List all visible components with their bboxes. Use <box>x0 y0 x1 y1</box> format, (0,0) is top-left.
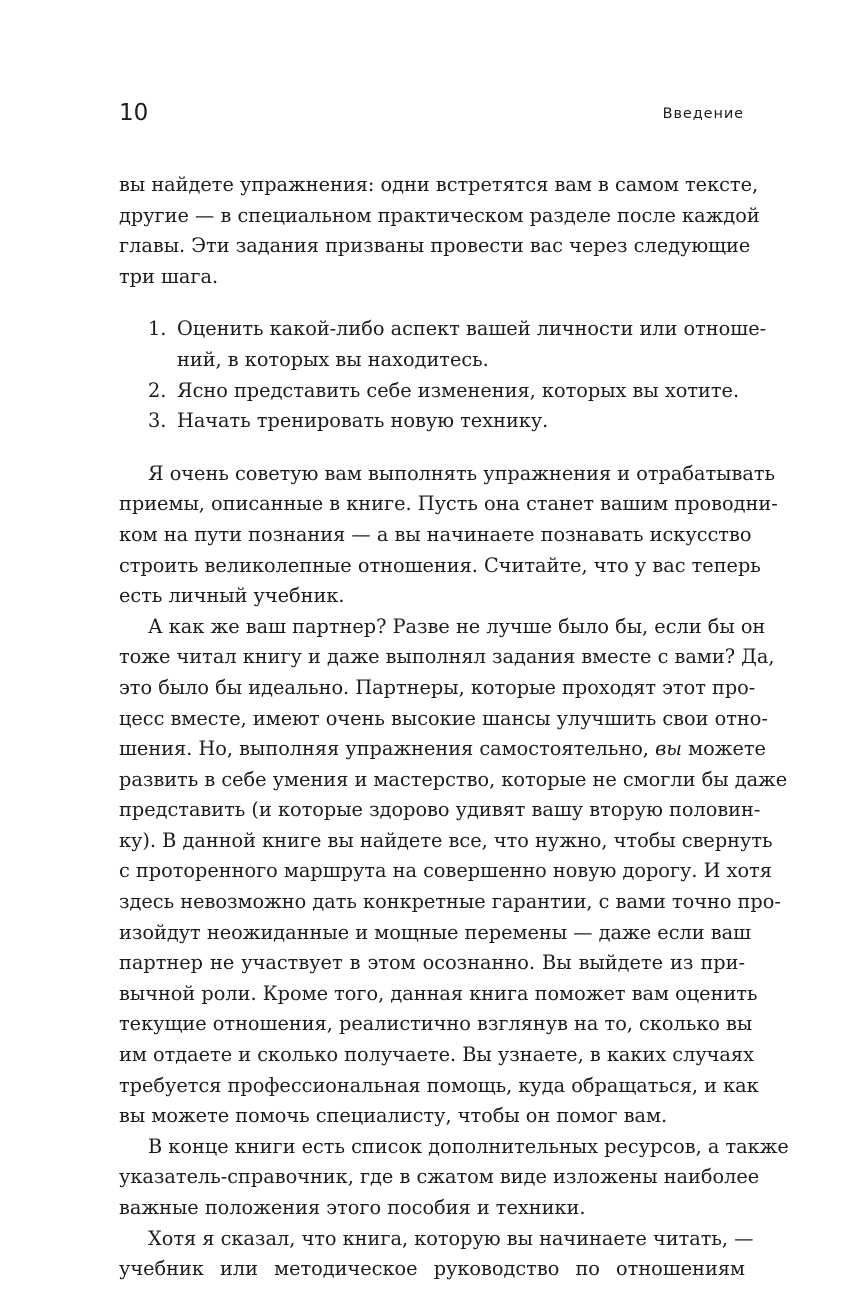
text-line: партнер не участвует в этом осознанно. Вы выйдете из при- <box>119 951 745 975</box>
text-line: представить (и которые здорово удивят вашу вторую половин- <box>119 798 761 822</box>
text-run: можете <box>682 737 766 761</box>
list-item-text: Ясно представить себе изменения, которых вы хотите. <box>177 378 740 402</box>
page-number: 10 <box>119 100 149 126</box>
paragraph <box>119 459 778 612</box>
text-line: им отдаете и сколько получаете. Вы узнаете, в каких случаях <box>119 1043 754 1067</box>
text-line: развить в себе умения и мастерство, которые не смогли бы даже <box>119 767 788 791</box>
text-line: это было бы идеально. Партнеры, которые проходят этот про- <box>119 675 756 699</box>
list-item <box>119 314 767 375</box>
paragraph <box>119 1132 789 1224</box>
list-item-line: ний, в которых вы находитесь. <box>177 347 489 371</box>
text-line: указатель-справочник, где в сжатом виде изложены наиболее <box>119 1165 760 1189</box>
paragraph <box>119 1224 754 1285</box>
list-item-text: Оценить какой-либо аспект вашей личности или отноше- <box>177 317 767 341</box>
text-line: вычной роли. Кроме того, данная книга поможет вам оценить <box>119 981 758 1005</box>
section-title: Введение <box>662 106 744 122</box>
text-line: Я очень советую вам выполнять упражнения и отрабатывать <box>148 461 775 485</box>
text-line: текущие отношения, реалистично взглянув на то, сколько вы <box>119 1012 753 1036</box>
text-line: Хотя я сказал, что книга, которую вы начинаете читать, — <box>148 1226 754 1250</box>
list-number: 2. <box>148 378 167 402</box>
text-line: вы можете помочь специалисту, чтобы он помог вам. <box>119 1104 668 1128</box>
text-line: тоже читал книгу и даже выполнял задания вместе с вами? Да, <box>119 645 775 669</box>
text-line <box>119 734 766 765</box>
text-line: В конце книги есть список дополнительных ресурсов, а также <box>148 1134 789 1158</box>
list-item <box>119 376 745 407</box>
text-line: учебник или методическое руководство по отношениям <box>119 1257 745 1281</box>
list-item-line <box>119 406 745 437</box>
text-line: главы. Эти задания призваны провести вас через следующие <box>119 234 751 258</box>
text-line: три шага. <box>119 264 219 288</box>
text-line: изойдут неожиданные и мощные перемены — даже если ваш <box>119 920 752 944</box>
list-number: 3. <box>148 409 167 433</box>
list-item-line <box>119 314 767 345</box>
text-line: вы найдете упражнения: одни встретятся вам в самом тексте, <box>119 173 759 196</box>
list-item-text: Начать тренировать новую технику. <box>177 409 549 433</box>
list-item <box>119 406 745 437</box>
text-line: А как же ваш партнер? Разве не лучше было бы, если бы он <box>148 614 766 638</box>
text-line: строить великолепные отношения. Считайте, что у вас теперь <box>119 553 761 577</box>
list-item-line <box>119 376 745 407</box>
text-line: требуется профессиональная помощь, куда обращаться, и как <box>119 1073 759 1097</box>
body-text <box>119 170 789 1285</box>
text-line: здесь невозможно дать конкретные гарантии, с вами точно про- <box>119 890 781 914</box>
running-head <box>119 98 744 128</box>
text-line: цесс вместе, имеют очень высокие шансы улучшить свои отно- <box>119 706 768 730</box>
intro-paragraph <box>119 170 760 292</box>
steps-list <box>119 314 767 436</box>
text-line: ком на пути познания — а вы начинаете познавать искусство <box>119 522 752 546</box>
text-line: с проторенного маршрута на совершенно новую дорогу. И хотя <box>119 859 772 883</box>
text-line: ку). В данной книге вы найдете все, что нужно, чтобы свернуть <box>119 828 773 852</box>
paragraph <box>119 612 788 1132</box>
emphasis-text: вы <box>655 737 682 761</box>
text-line: есть личный учебник. <box>119 584 345 608</box>
list-number: 1. <box>148 317 167 341</box>
text-run: шения. Но, выполняя упражнения самостоятельно, <box>119 737 656 761</box>
text-line: приемы, описанные в книге. Пусть она станет вашим проводни- <box>119 492 778 516</box>
text-line: важные положения этого пособия и техники. <box>119 1196 586 1219</box>
text-line: другие — в специальном практическом разделе после каждой <box>119 203 760 227</box>
